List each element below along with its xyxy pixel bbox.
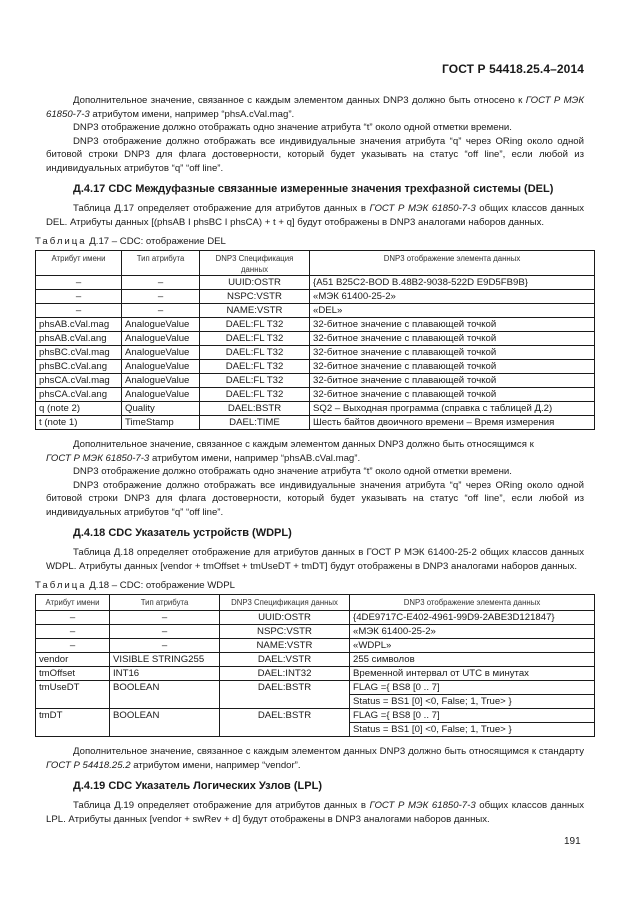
col-header: DNP3 отображение элемента данных: [350, 595, 595, 611]
table-row-continuation: Status = BS1 [0] <0, False; 1, True> }: [36, 695, 595, 709]
col-header: DNP3 Спецификация данных: [200, 251, 310, 276]
document-id-header: ГОСТ Р 54418.25.4–2014: [442, 62, 584, 76]
paragraph: Таблица Д.17 определяет отображение для атрибутов данных в ГОСТ Р МЭК 61850-7-3 общих классов данных DEL. Атрибуты данных [(phsAB I phsBC I phsCA) + t + q] будут отображены в DNP3 аналогами наборов данных.: [46, 203, 584, 228]
table-row: – – NSPC:VSTR «МЭК 61400-25-2»: [36, 290, 595, 304]
paragraph: DNP3 отображение должно отображать все индивидуальные значения атрибута “q” через ORing около одной битовой строки DNP3 для флага достоверности, который будет указывать на статус “off line”, если любой из индивидуальных атрибутов “q” “off line”.: [46, 135, 584, 174]
col-header: Тип атрибута: [122, 251, 200, 276]
table-row: phsBC.cVal.ang AnalogueValue DAEL:FL T32 32-битное значение с плавающей точкой: [36, 360, 595, 374]
paragraph: Дополнительное значение, связанное с каждым элементом данных DNP3 должно быть относено к ГОСТ Р МЭК 61850-7-3 атрибутом имени, например “phsA.cVal.mag”.: [46, 95, 584, 120]
table-row: tmUseDT BOOLEAN DAEL:BSTR FLAG ={ BS8 [0 .. 7]: [36, 681, 595, 695]
table-caption-d17: Таблица Д.17 – CDC: отображение DEL: [35, 236, 226, 247]
table-row: phsCA.cVal.mag AnalogueValue DAEL:FL T32 32-битное значение с плавающей точкой: [36, 374, 595, 388]
table-row: phsBC.cVal.mag AnalogueValue DAEL:FL T32 32-битное значение с плавающей точкой: [36, 346, 595, 360]
paragraph: DNP3 отображение должно отображать одно значение атрибута “t” около одной отметки времени.: [73, 466, 512, 477]
table-header-row: [36, 595, 595, 611]
table-caption-d18: Таблица Д.18 – CDC: отображение WDPL: [35, 580, 235, 591]
table-row: tmDT BOOLEAN DAEL:BSTR FLAG ={ BS8 [0 .. 7]: [36, 709, 595, 723]
paragraph: DNP3 отображение должно отображать все индивидуальные значения атрибута “q” через ORing около одной битовой строки DNP3 для флага достоверности, который будет указывать на статус “off line”, если любой из индивидуальных атрибутов “q” “off line”.: [46, 479, 584, 518]
table-row: – – NAME:VSTR «WDPL»: [36, 639, 595, 653]
col-header: Атрибут имени: [36, 251, 122, 276]
section-heading-d418: Д.4.18 CDC Указатель устройств (WDPL): [73, 527, 292, 539]
paragraph: Таблица Д.18 определяет отображение для атрибутов данных в ГОСТ Р МЭК 61400-25-2 общих классов данных WDPL. Атрибуты данных [vendor + tmOffset + tmUseDT + tmDT] будут отображены в DNP3 аналогами наборов данных.: [46, 547, 584, 572]
table-row: q (note 2) Quality DAEL:BSTR SQ2 – Выходная программа (справка с таблицей Д.2): [36, 402, 595, 416]
page-number: 191: [564, 836, 581, 847]
col-header: DNP3 Спецификация данных: [220, 595, 350, 611]
table-row: – – UUID:OSTR {A51 B25C2-BOD B.48B2-9038-522D E9D5FB9B}: [36, 276, 595, 290]
col-header: DNP3 отображение элемента данных: [310, 251, 595, 276]
table-header-row: [36, 251, 595, 276]
table-row: phsAB.cVal.mag AnalogueValue DAEL:FL T32 32-битное значение с плавающей точкой: [36, 318, 595, 332]
table-row: – – NSPC:VSTR «МЭК 61400-25-2»: [36, 625, 595, 639]
table-row: tmOffset INT16 DAEL:INT32 Временной интервал от UTC в минутах: [36, 667, 595, 681]
table-row-continuation: Status = BS1 [0] <0, False; 1, True> }: [36, 723, 595, 737]
table-row: phsCA.cVal.ang AnalogueValue DAEL:FL T32 32-битное значение с плавающей точкой: [36, 388, 595, 402]
table-row: – – NAME:VSTR «DEL»: [36, 304, 595, 318]
section-heading-d419: Д.4.19 CDC Указатель Логических Узлов (LPL): [73, 780, 322, 792]
col-header: Тип атрибута: [110, 595, 220, 611]
table-d18: [35, 594, 595, 737]
table-row: vendor VISIBLE STRING255 DAEL:VSTR 255 символов: [36, 653, 595, 667]
table-row: – – UUID:OSTR {4DE9717C-E402-4961-99D9-2ABE3D121847}: [36, 611, 595, 625]
paragraph: Таблица Д.19 определяет отображение для атрибутов данных в ГОСТ Р МЭК 61850-7-3 общих классов данных LPL. Атрибуты данных [vendor + swRev + d] будут отображены в DNP3 аналогами наборов данных.: [46, 800, 584, 825]
paragraph: Дополнительное значение, связанное с каждым элементом данных DNP3 должно быть относящимся к ГОСТ Р МЭК 61850-7-3 атрибутом имени, например “phsAB.cVal.mag”.: [46, 439, 534, 464]
table-row: t (note 1) TimeStamp DAEL:TIME Шесть байтов двоичного времени – Время измерения: [36, 416, 595, 430]
page-content: [35, 94, 584, 826]
table-d17: [35, 250, 595, 430]
paragraph: Дополнительное значение, связанное с каждым элементом данных DNP3 должно быть относящимся к стандарту ГОСТ Р 54418.25.2 атрибутом имени, например “vendor”.: [46, 746, 584, 771]
paragraph: DNP3 отображение должно отображать одно значение атрибута “t” около одной отметки времени.: [73, 122, 512, 133]
table-row: phsAB.cVal.ang AnalogueValue DAEL:FL T32 32-битное значение с плавающей точкой: [36, 332, 595, 346]
section-heading-d417: Д.4.17 CDC Междуфазные связанные измеренные значения трехфазной системы (DEL): [73, 183, 554, 195]
col-header: Атрибут имени: [36, 595, 110, 611]
